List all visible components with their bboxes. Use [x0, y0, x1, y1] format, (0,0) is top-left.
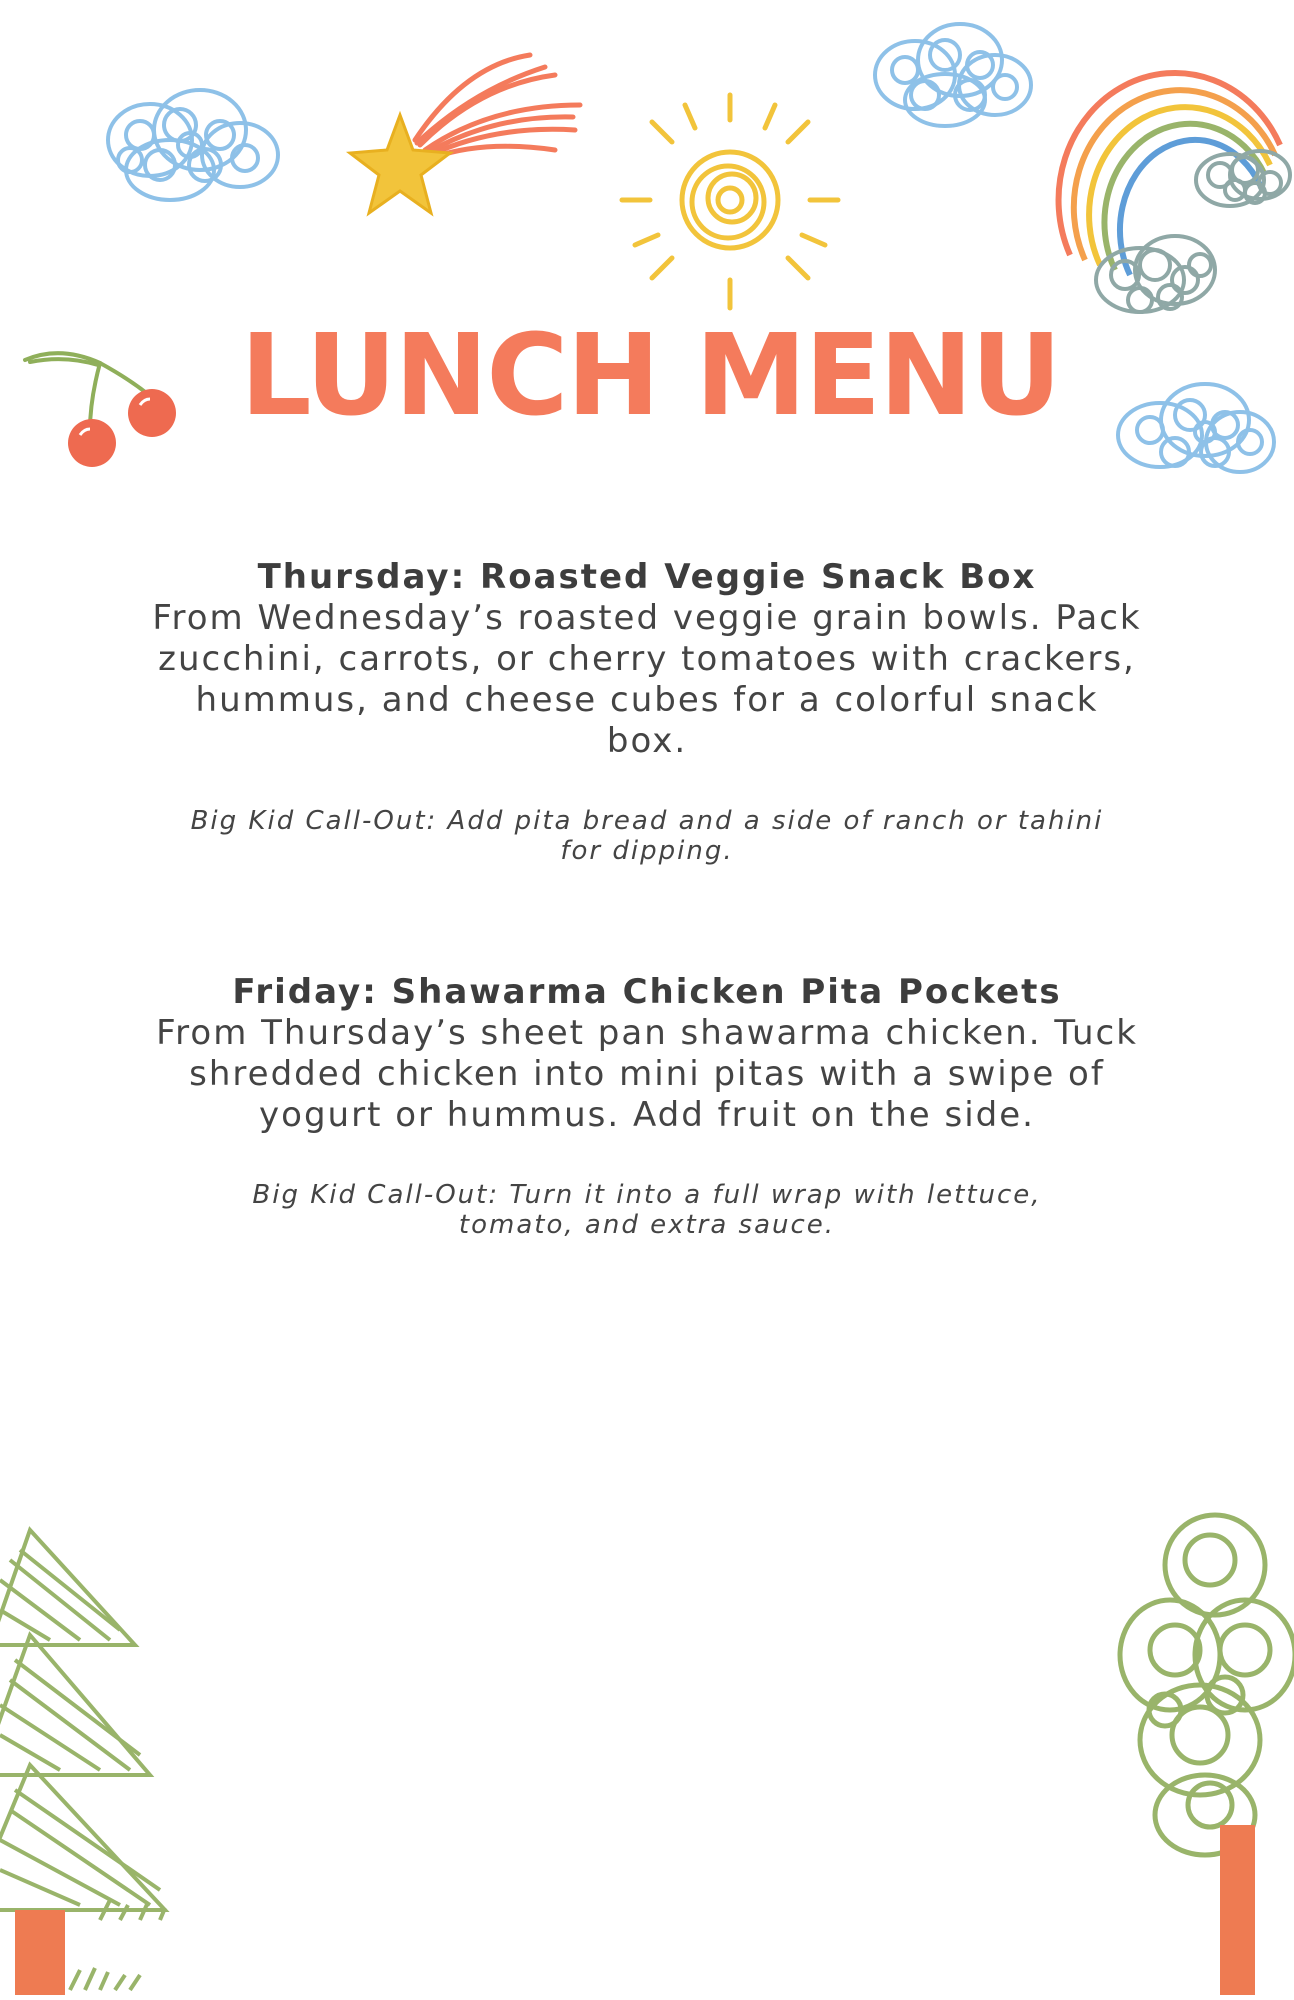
cherry-icon	[20, 345, 180, 470]
section-callout: Big Kid Call-Out: Add pita bread and a side of ranch or tahini for dipping.	[190, 806, 1104, 866]
section-body: From Wednesday’s roasted veggie grain bowls. Pack zucchini, carrots, or cherry tomatoes with crackers, hummus, and cheese cubes for a colorful snack box.	[152, 598, 1142, 761]
rainbow-icon	[1050, 55, 1294, 335]
cloud-icon	[1105, 370, 1280, 490]
sun-icon	[610, 80, 850, 320]
page-title: LUNCH MENU	[240, 311, 1060, 441]
cloud-icon	[860, 15, 1040, 135]
cloud-icon	[90, 80, 290, 210]
shooting-star-icon	[345, 45, 595, 225]
section-body: From Thursday’s sheet pan shawarma chicken. Tuck shredded chicken into mini pitas with a swipe of yogurt or hummus. Add fruit on the side.	[156, 1013, 1138, 1135]
section-heading: Friday: Shawarma Chicken Pita Pockets	[232, 972, 1062, 1012]
tree-icon	[1115, 1505, 1294, 2000]
pine-tree-icon	[0, 1520, 175, 2000]
menu-section-thursday	[150, 556, 1144, 866]
menu-section-friday	[150, 971, 1144, 1240]
section-callout: Big Kid Call-Out: Turn it into a full wrap with lettuce, tomato, and extra sauce.	[252, 1180, 1042, 1240]
section-heading: Thursday: Roasted Veggie Snack Box	[257, 557, 1037, 597]
